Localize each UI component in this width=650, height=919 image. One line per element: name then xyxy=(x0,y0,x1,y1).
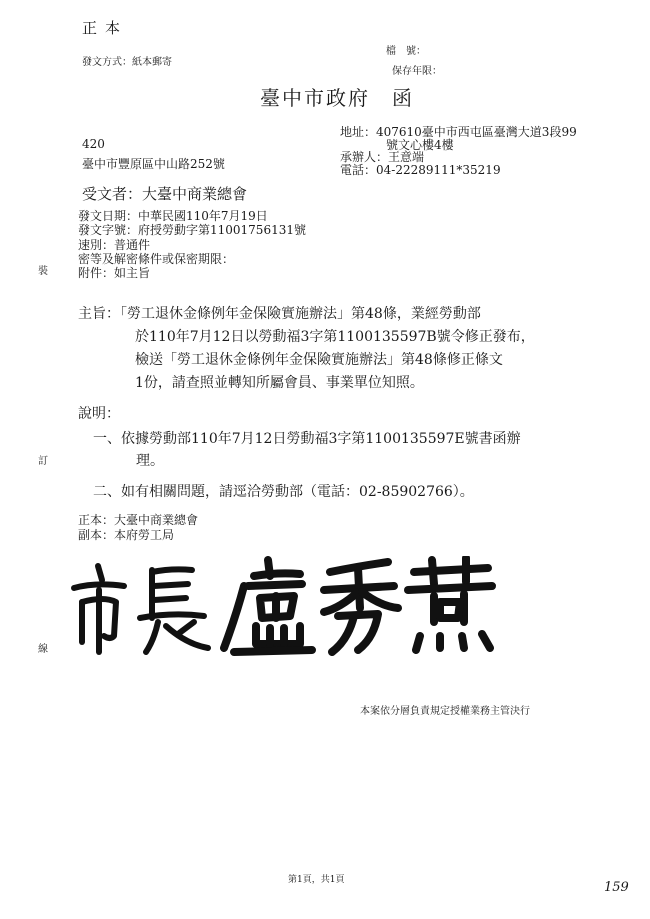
archive-number: 檔 號： xyxy=(386,46,426,57)
binding-mark: 裝 xyxy=(38,266,48,277)
copy-recipient: 副本：本府勞工局 xyxy=(78,528,175,542)
subject-line: 於110年7月12日以勞動福3字第1100135597B號令修正發布， xyxy=(135,329,535,345)
mayor-signature xyxy=(68,556,498,656)
explanation-label: 說明： xyxy=(78,406,120,422)
send-method: 發文方式：紙本郵寄 xyxy=(82,57,172,68)
handwritten-number: 159 xyxy=(604,880,629,895)
contact-block xyxy=(340,126,577,176)
retention-period: 保存年限： xyxy=(392,66,442,77)
distribution-block xyxy=(78,513,198,543)
binding-mark: 線 xyxy=(38,644,48,655)
subject-line: 檢送「勞工退休金條例年金保險實施辦法」第48條修正條文 xyxy=(135,352,503,368)
binding-mark: 訂 xyxy=(38,456,48,467)
sender-postal-code: 420 xyxy=(82,137,105,151)
original-recipient: 正本：大臺中商業總會 xyxy=(78,513,199,527)
contact-address: 地址：407610臺中市西屯區臺灣大道3段99 xyxy=(340,125,577,139)
contact-phone: 電話：04-22289111*35219 xyxy=(340,162,501,177)
subject-block xyxy=(78,303,535,395)
delegation-note: 本案依分層負責規定授權業務主管決行 xyxy=(360,706,530,717)
subject-line: 1份，請查照並轉知所屬會員、事業單位知照。 xyxy=(135,375,424,391)
attachment: 附件：如主旨 xyxy=(78,266,151,281)
explanation-item-2: 二、如有相關問題，請逕洽勞動部（電話：02-85902766）。 xyxy=(93,484,474,500)
explanation-line: 一、依據勞動部110年7月12日勞動福3字第1100135597E號書函辦 xyxy=(93,431,521,447)
page-number: 第1頁，共1頁 xyxy=(288,875,345,885)
sender-address: 臺中市豐原區中山路252號 xyxy=(82,157,225,171)
document-title: 臺中市政府 函 xyxy=(260,86,414,110)
meta-block xyxy=(78,209,306,280)
explanation-line: 理。 xyxy=(136,453,164,469)
contact-handler: 承辦人：王意端 xyxy=(340,150,425,164)
issue-date: 發文日期：中華民國110年7月19日 xyxy=(78,209,268,223)
explanation-item-1 xyxy=(93,428,521,472)
speed-class: 速別：普通件 xyxy=(78,237,151,252)
recipient: 受文者：大臺中商業總會 xyxy=(82,185,248,203)
security-level: 密等及解密條件或保密期限： xyxy=(78,251,235,266)
subject-line: 主旨：「勞工退休金條例年金保險實施辦法」第48條，業經勞動部 xyxy=(78,306,481,322)
contact-address-cont: 號文心樓4樓 xyxy=(386,137,454,152)
document-number: 發文字號：府授勞動字第11001756131號 xyxy=(78,223,306,238)
copy-type-label: 正本 xyxy=(82,19,129,37)
